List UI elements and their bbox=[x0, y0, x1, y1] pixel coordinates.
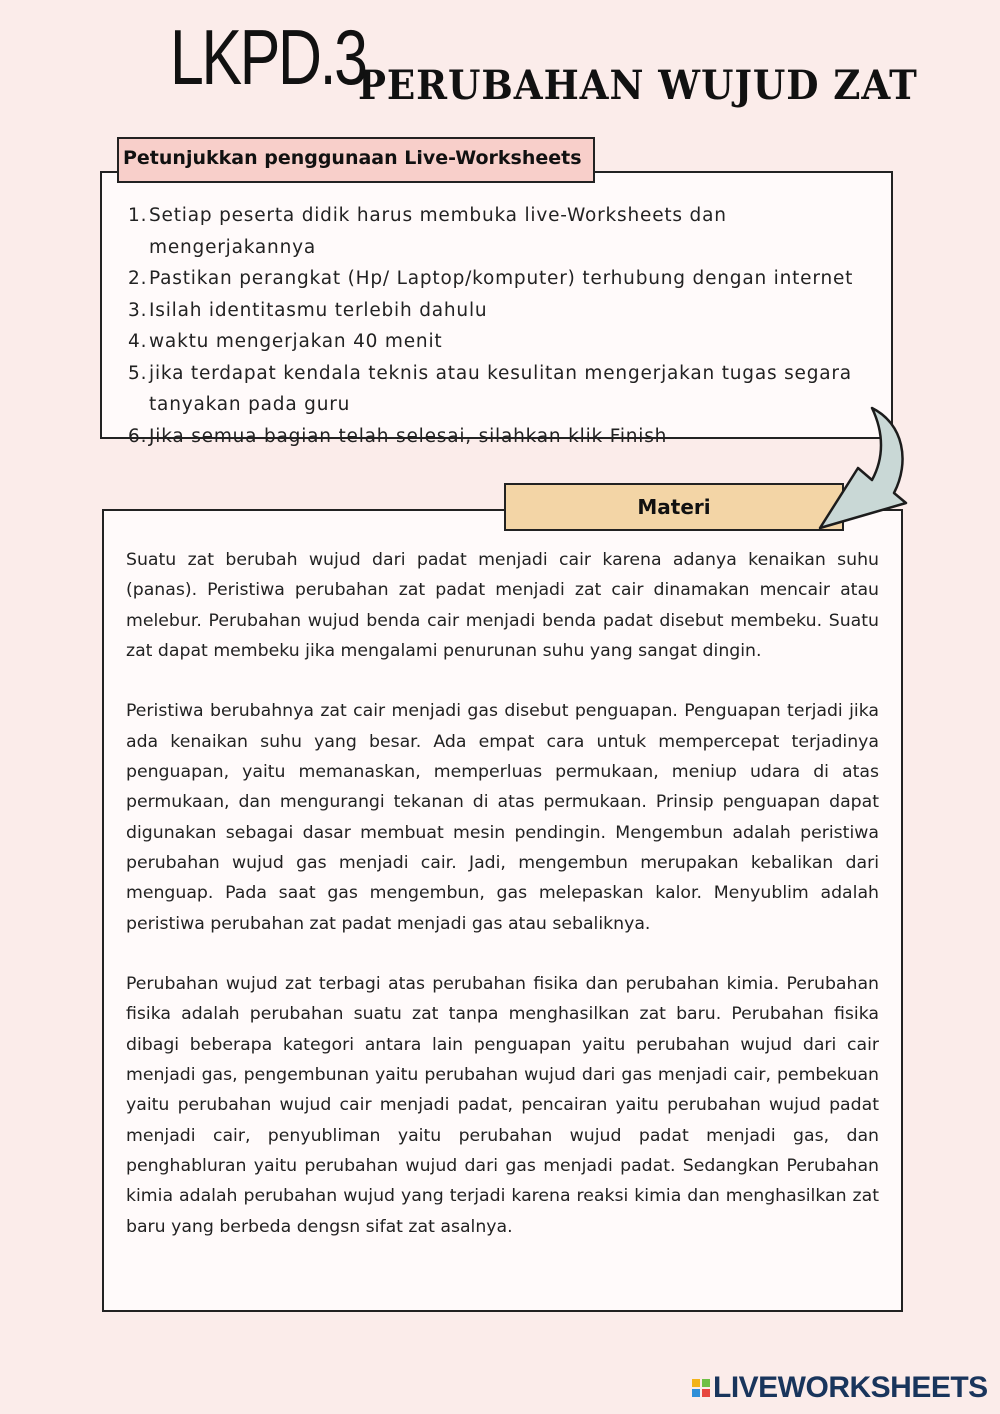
instruction-item bbox=[128, 358, 888, 421]
instruction-item bbox=[128, 263, 888, 295]
instruction-text: Isilah identitasmu terlebih dahulu bbox=[149, 299, 488, 321]
page-title: LKPD.3 bbox=[170, 13, 366, 101]
instruction-text: Jika semua bagian telah selesai, silahkan klik Finish bbox=[149, 425, 668, 447]
logo-square bbox=[702, 1389, 710, 1397]
instruction-item bbox=[128, 295, 888, 327]
materi-paragraph: Suatu zat berubah wujud dari padat menjadi cair karena adanya kenaikan suhu (panas). Peristiwa perubahan zat padat menjadi zat cair dinamakan mencair atau melebur. Perubahan wujud benda cair menjadi benda padat disebut membeku. Suatu zat dapat membeku jika mengalami penurunan suhu yang sangat dingin. bbox=[126, 550, 879, 661]
instruction-item bbox=[128, 326, 888, 358]
page-subtitle: PERUBAHAN WUJUD ZAT bbox=[358, 62, 918, 109]
instruction-number: 1. bbox=[128, 205, 148, 226]
instruction-text: Setiap peserta didik harus membuka live-Worksheets dan mengerjakannya bbox=[149, 205, 727, 258]
instruction-number: 5. bbox=[128, 362, 148, 384]
instruction-number: 3. bbox=[128, 299, 148, 321]
instructions-list bbox=[128, 200, 888, 452]
instruction-item bbox=[128, 200, 888, 263]
liveworksheets-logo bbox=[692, 1373, 988, 1403]
instruction-number: 6. bbox=[128, 425, 148, 447]
materi-paragraph: Peristiwa berubahnya zat cair menjadi gas disebut penguapan. Penguapan terjadi jika ada kenaikan suhu yang besar. Ada empat cara untuk mempercepat terjadinya penguapan, yaitu memanaskan, memperluas permukaan, meniup udara di atas permukaan, dan mengurangi tekanan di atas permukaan. Prinsip penguapan dapat digunakan sebagai dasar membuat mesin pendingin. Mengembun adalah peristiwa perubahan wujud gas menjadi cair. Jadi, mengembun merupakan kebalikan dari menguap. Pada saat gas mengembun, gas melepaskan kalor. Menyublim adalah peristiwa perubahan zat padat menjadi gas atau sebaliknya. bbox=[126, 701, 879, 934]
materi-text bbox=[126, 545, 879, 1272]
instruction-number: 2. bbox=[128, 268, 148, 289]
logo-square bbox=[702, 1379, 710, 1387]
instruction-text: Pastikan perangkat (Hp/ Laptop/komputer) terhubung dengan internet bbox=[149, 268, 854, 289]
instruction-text: waktu mengerjakan 40 menit bbox=[149, 331, 443, 352]
logo-square bbox=[692, 1379, 700, 1387]
brand-name: LIVEWORKSHEETS bbox=[713, 1371, 988, 1404]
logo-square bbox=[692, 1389, 700, 1397]
instruction-text: jika terdapat kendala teknis atau kesulitan mengerjakan tugas segara tanyakan pada guru bbox=[149, 362, 852, 415]
logo-squares-icon bbox=[692, 1379, 710, 1397]
instruction-number: 4. bbox=[128, 331, 148, 352]
materi-paragraph: Perubahan wujud zat terbagi atas perubahan fisika dan perubahan kimia. Perubahan fisika adalah perubahan suatu zat tanpa menghasilkan zat baru. Perubahan fisika dibagi beberapa kategori antara lain penguapan yaitu perubahan wujud dari cair menjadi gas, pengembunan yaitu perubahan wujud dari gas menjadi cair, pembekuan yaitu perubahan wujud cair menjadi padat, pencairan yaitu perubahan wujud padat menjadi cair, penyubliman yaitu perubahan wujud padat menjadi gas, dan penghabluran yaitu perubahan wujud dari gas menjadi padat. Sedangkan Perubahan kimia adalah perubahan wujud yang terjadi karena reaksi kimia dan menghasilkan zat baru yang berbeda dengsn sifat zat asalnya. bbox=[126, 974, 879, 1237]
curved-arrow-icon bbox=[810, 400, 940, 535]
instruction-item bbox=[128, 421, 888, 453]
materi-heading: Materi bbox=[504, 483, 844, 531]
instructions-heading: Petunjukkan penggunaan Live-Worksheets bbox=[117, 137, 595, 183]
